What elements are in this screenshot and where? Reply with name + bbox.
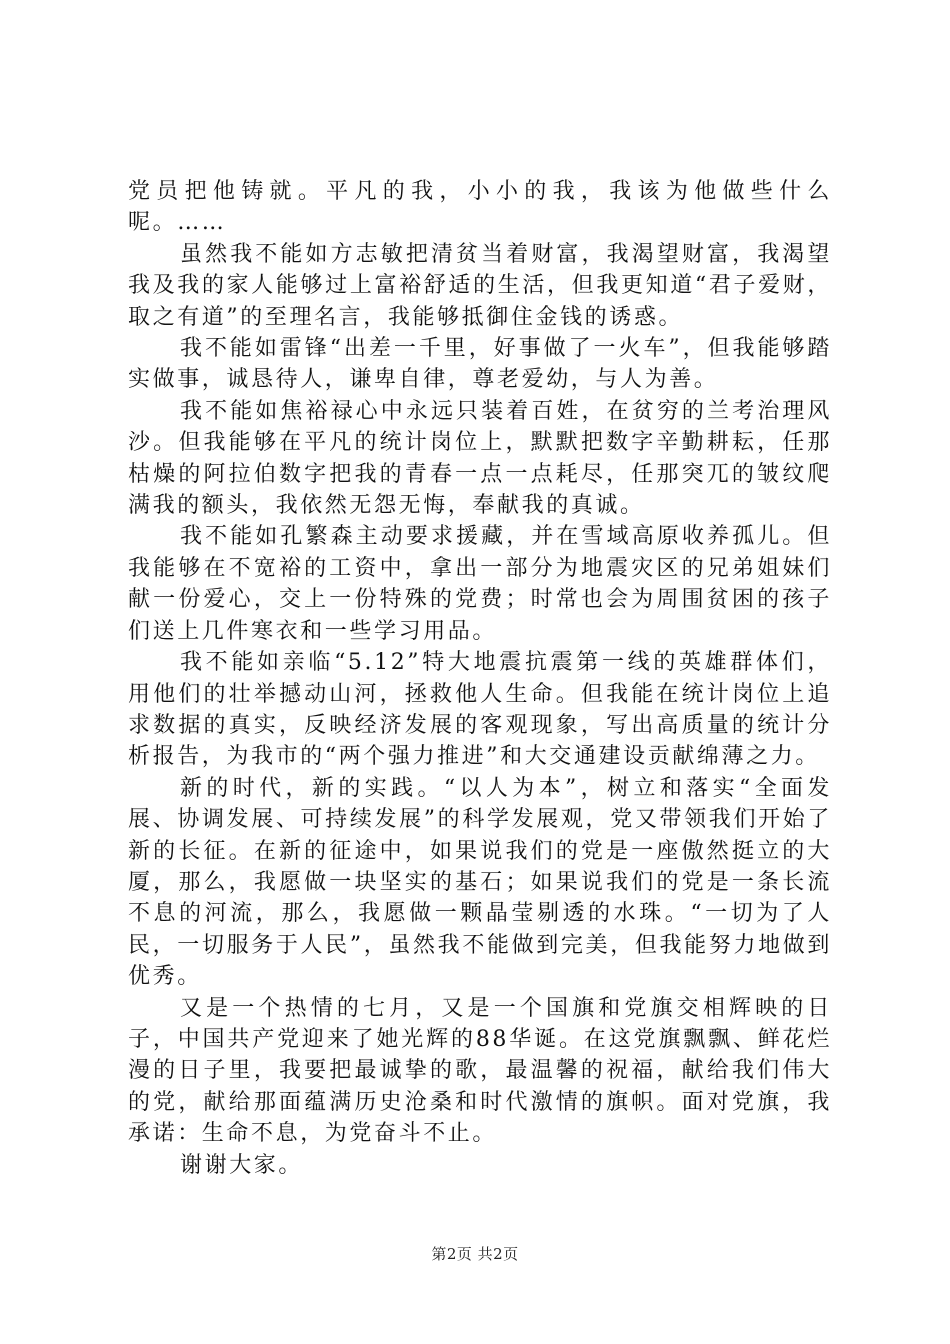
paragraph-continuation: 党员把他铸就。平凡的我，小小的我，我该为他做些什么呢。…… <box>128 179 832 236</box>
paragraph-jiao-yulu: 我不能如焦裕禄心中永远只装着百姓，在贫穷的兰考治理风沙。但我能够在平凡的统计岗位上，默默把数字辛勤耕耘，任那枯燥的阿拉伯数字把我的青春一点一点耗尽，任那突兀的皱纹爬满我的额头，我依然无怨无悔，奉献我的真诚。 <box>128 398 832 519</box>
paragraph-earthquake-heroes: 我不能如亲临“5.12”特大地震抗震第一线的英雄群体们，用他们的壮举撼动山河，拯救他人生命。但我能在统计岗位上追求数据的真实，反映经济发展的客观现象，写出高质量的统计分析报告，为我市的“两个强力推进”和大交通建设贡献绵薄之力。 <box>128 650 832 770</box>
paragraph-lei-feng: 我不能如雷锋“出差一千里，好事做了一火车”，但我能够踏实做事，诚恳待人，谦卑自律，尊老爱幼，与人为善。 <box>128 336 832 393</box>
paragraph-thanks: 谢谢大家。 <box>180 1152 304 1178</box>
document-body <box>128 176 832 1181</box>
paragraph-fang-zhimin: 虽然我不能如方志敏把清贫当着财富，我渴望财富，我渴望我及我的家人能够过上富裕舒适的生活，但我更知道“君子爱财，取之有道”的至理名言，我能够抵御住金钱的诱惑。 <box>128 241 832 330</box>
paragraph-july-anniversary: 又是一个热情的七月，又是一个国旗和党旗交相辉映的日子，中国共产党迎来了她光辉的88华诞。在这党旗飘飘、鲜花烂漫的日子里，我要把最诚挚的歌，最温馨的祝福，献给我们伟大的党，献给那面蕴满历史沧桑和时代激情的旗帜。面对党旗，我承诺：生命不息，为党奋斗不止。 <box>128 995 832 1147</box>
page-number-footer: 第2页 共2页 <box>431 1245 519 1263</box>
paragraph-kong-fansen: 我不能如孔繁森主动要求援藏，并在雪域高原收养孤儿。但我能够在不宽裕的工资中，拿出一部分为地震灾区的兄弟姐妹们献一份爱心，交上一份特殊的党费；时常也会为周围贫困的孩子们送上几件寒衣和一些学习用品。 <box>128 524 832 644</box>
paragraph-new-era: 新的时代，新的实践。“以人为本”，树立和落实“全面发展、协调发展、可持续发展”的科学发展观，党又带领我们开始了新的长征。在新的征途中，如果说我们的党是一座傲然挺立的大厦，那么，我愿做一块坚实的基石；如果说我们的党是一条长流不息的河流，那么，我愿做一颗晶莹剔透的水珠。“一切为了人民，一切服务于人民”，虽然我不能做到完美，但我能努力地做到优秀。 <box>128 775 832 990</box>
